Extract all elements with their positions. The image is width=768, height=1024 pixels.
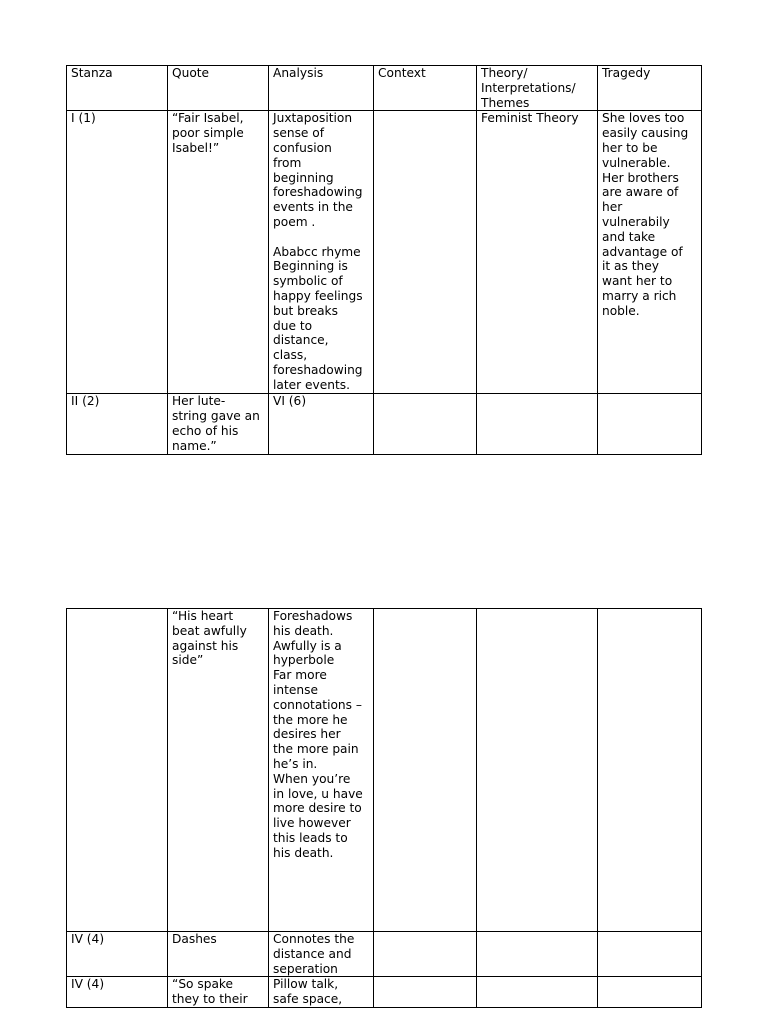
cell-stanza (67, 609, 168, 932)
cell-analysis: VI (6) (269, 394, 374, 454)
cell-context (374, 609, 477, 932)
cell-context (374, 932, 477, 977)
header-analysis: Analysis (269, 66, 374, 111)
cell-quote: Dashes (168, 932, 269, 977)
cell-quote: “Fair Isabel, poor simple Isabel!” (168, 111, 269, 394)
cell-quote: “His heart beat awfully against his side” (168, 609, 269, 932)
header-quote: Quote (168, 66, 269, 111)
cell-context (374, 111, 477, 394)
cell-theory (477, 394, 598, 454)
cell-stanza: I (1) (67, 111, 168, 394)
cell-theory: Feminist Theory (477, 111, 598, 394)
cell-analysis: Connotes the distance and seperation (269, 932, 374, 977)
cell-context (374, 394, 477, 454)
cell-stanza: II (2) (67, 394, 168, 454)
table-row (67, 111, 702, 394)
header-context: Context (374, 66, 477, 111)
header-tragedy: Tragedy (598, 66, 702, 111)
cell-tragedy (598, 932, 702, 977)
cell-quote: “So spake they to their (168, 977, 269, 1008)
cell-tragedy (598, 977, 702, 1008)
cell-quote: Her lute- string gave an echo of his name.” (168, 394, 269, 454)
cell-context (374, 977, 477, 1008)
analysis-table-bottom (66, 608, 702, 1008)
cell-stanza: IV (4) (67, 977, 168, 1008)
table-row (67, 609, 702, 932)
cell-tragedy (598, 394, 702, 454)
table-row (67, 394, 702, 454)
header-theory: Theory/ Interpretations/ Themes (477, 66, 598, 111)
cell-stanza: IV (4) (67, 932, 168, 977)
table-header-row (67, 66, 702, 111)
table-row (67, 932, 702, 977)
cell-tragedy (598, 609, 702, 932)
cell-tragedy: She loves too easily causing her to be vulnerable. Her brothers are aware of her vulnerabily and take advantage of it as they want her to marry a rich noble. (598, 111, 702, 394)
analysis-table-top (66, 65, 702, 455)
cell-theory (477, 977, 598, 1008)
cell-theory (477, 932, 598, 977)
header-stanza: Stanza (67, 66, 168, 111)
cell-analysis: Juxtaposition sense of confusion from beginning foreshadowing events in the poem . Ababcc rhyme Beginning is symbolic of happy feelings but breaks due to distance, class, foreshadowing later events. (269, 111, 374, 394)
cell-analysis: Foreshadows his death. Awfully is a hyperbole Far more intense connotations – the more he desires her the more pain he’s in. When you’re in love, u have more desire to live however this leads to his death. (269, 609, 374, 932)
cell-analysis: Pillow talk, safe space, (269, 977, 374, 1008)
table-row (67, 977, 702, 1008)
cell-theory (477, 609, 598, 932)
